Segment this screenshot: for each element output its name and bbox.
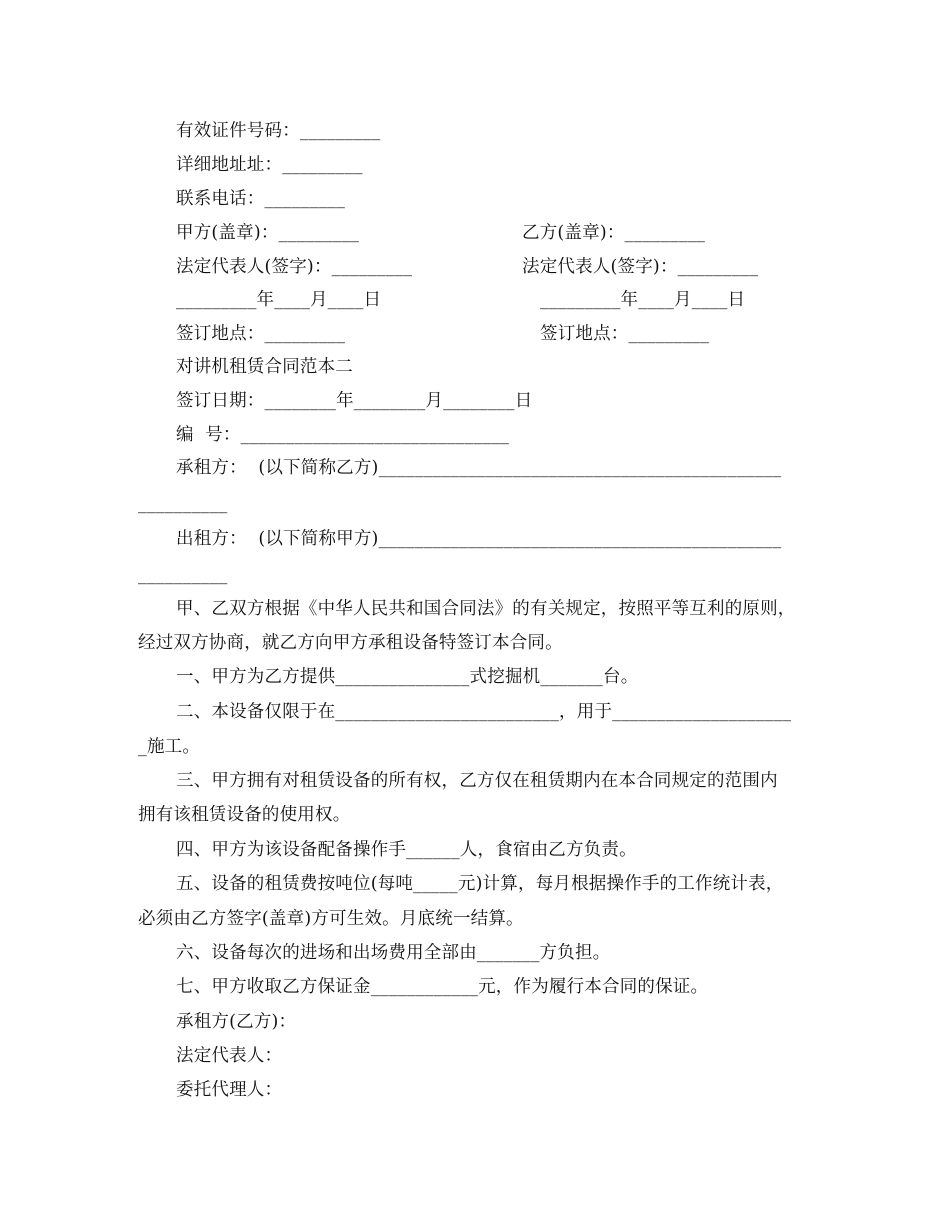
party-b-place-line: 签订地点：_________ [540, 324, 710, 344]
clause-2: 二、本设备仅限于在_________________________，用于____________________ [176, 702, 792, 722]
clause-2-continuation: _施工。 [138, 737, 201, 757]
agent-label: 委托代理人： [176, 1080, 283, 1100]
clause-3-line-2: 拥有该租赁设备的使用权。 [138, 805, 351, 825]
sign-date-line: 签订日期：________年________月________日 [176, 391, 533, 411]
party-a-place-line: 签订地点：_________ [176, 324, 346, 344]
clause-7: 七、甲方收取乙方保证金____________元，作为履行本合同的保证。 [176, 977, 709, 997]
lessor-line-continuation: __________ [138, 565, 228, 585]
lessor-line: 出租方： (以下简称甲方)_____________________________________________ [176, 529, 782, 549]
phone-line: 联系电话：_________ [176, 189, 346, 209]
party-b-date-line: _________年____月____日 [540, 290, 746, 310]
lessee-line-continuation: __________ [138, 494, 228, 514]
clause-5-line-1: 五、设备的租赁费按吨位(每吨_____元)计算，每月根据操作手的工作统计表， [176, 874, 784, 894]
clause-3-line-1: 三、甲方拥有对租赁设备的所有权，乙方仅在租赁期内在本合同规定的范围内 [176, 771, 778, 791]
lessee-party-label: 承租方(乙方)： [176, 1012, 297, 1032]
intro-paragraph-line-2: 经过双方协商，就乙方向甲方承租设备特签订本合同。 [138, 633, 563, 653]
party-b-seal-line: 乙方(盖章)：_________ [522, 223, 706, 243]
id-number-line: 有效证件号码：_________ [176, 121, 381, 141]
address-line: 详细地址址：_________ [176, 155, 363, 175]
clause-6: 六、设备每次的进场和出场费用全部由_______方负担。 [176, 943, 611, 963]
party-a-seal-line: 甲方(盖章)：_________ [176, 223, 360, 243]
lessee-line: 承租方： (以下简称乙方)_____________________________________________ [176, 458, 782, 478]
intro-paragraph-line-1: 甲、乙双方根据《中华人民共和国合同法》的有关规定，按照平等互利的原则， [176, 599, 796, 619]
number-line: 编 号：______________________________ [176, 425, 510, 445]
party-a-date-line: _________年____月____日 [176, 290, 382, 310]
clause-4: 四、甲方为该设备配备操作手______人，食宿由乙方负责。 [176, 840, 637, 860]
party-b-rep-line: 法定代表人(签字)：_________ [522, 257, 759, 277]
clause-1: 一、甲方为乙方提供_______________式挖掘机_______台。 [176, 667, 639, 687]
party-a-rep-line: 法定代表人(签字)：_________ [176, 257, 413, 277]
clause-5-line-2: 必须由乙方签字(盖章)方可生效。月底统一结算。 [138, 909, 524, 929]
legal-rep-label: 法定代表人： [176, 1046, 283, 1066]
template-title: 对讲机租赁合同范本二 [176, 357, 353, 377]
